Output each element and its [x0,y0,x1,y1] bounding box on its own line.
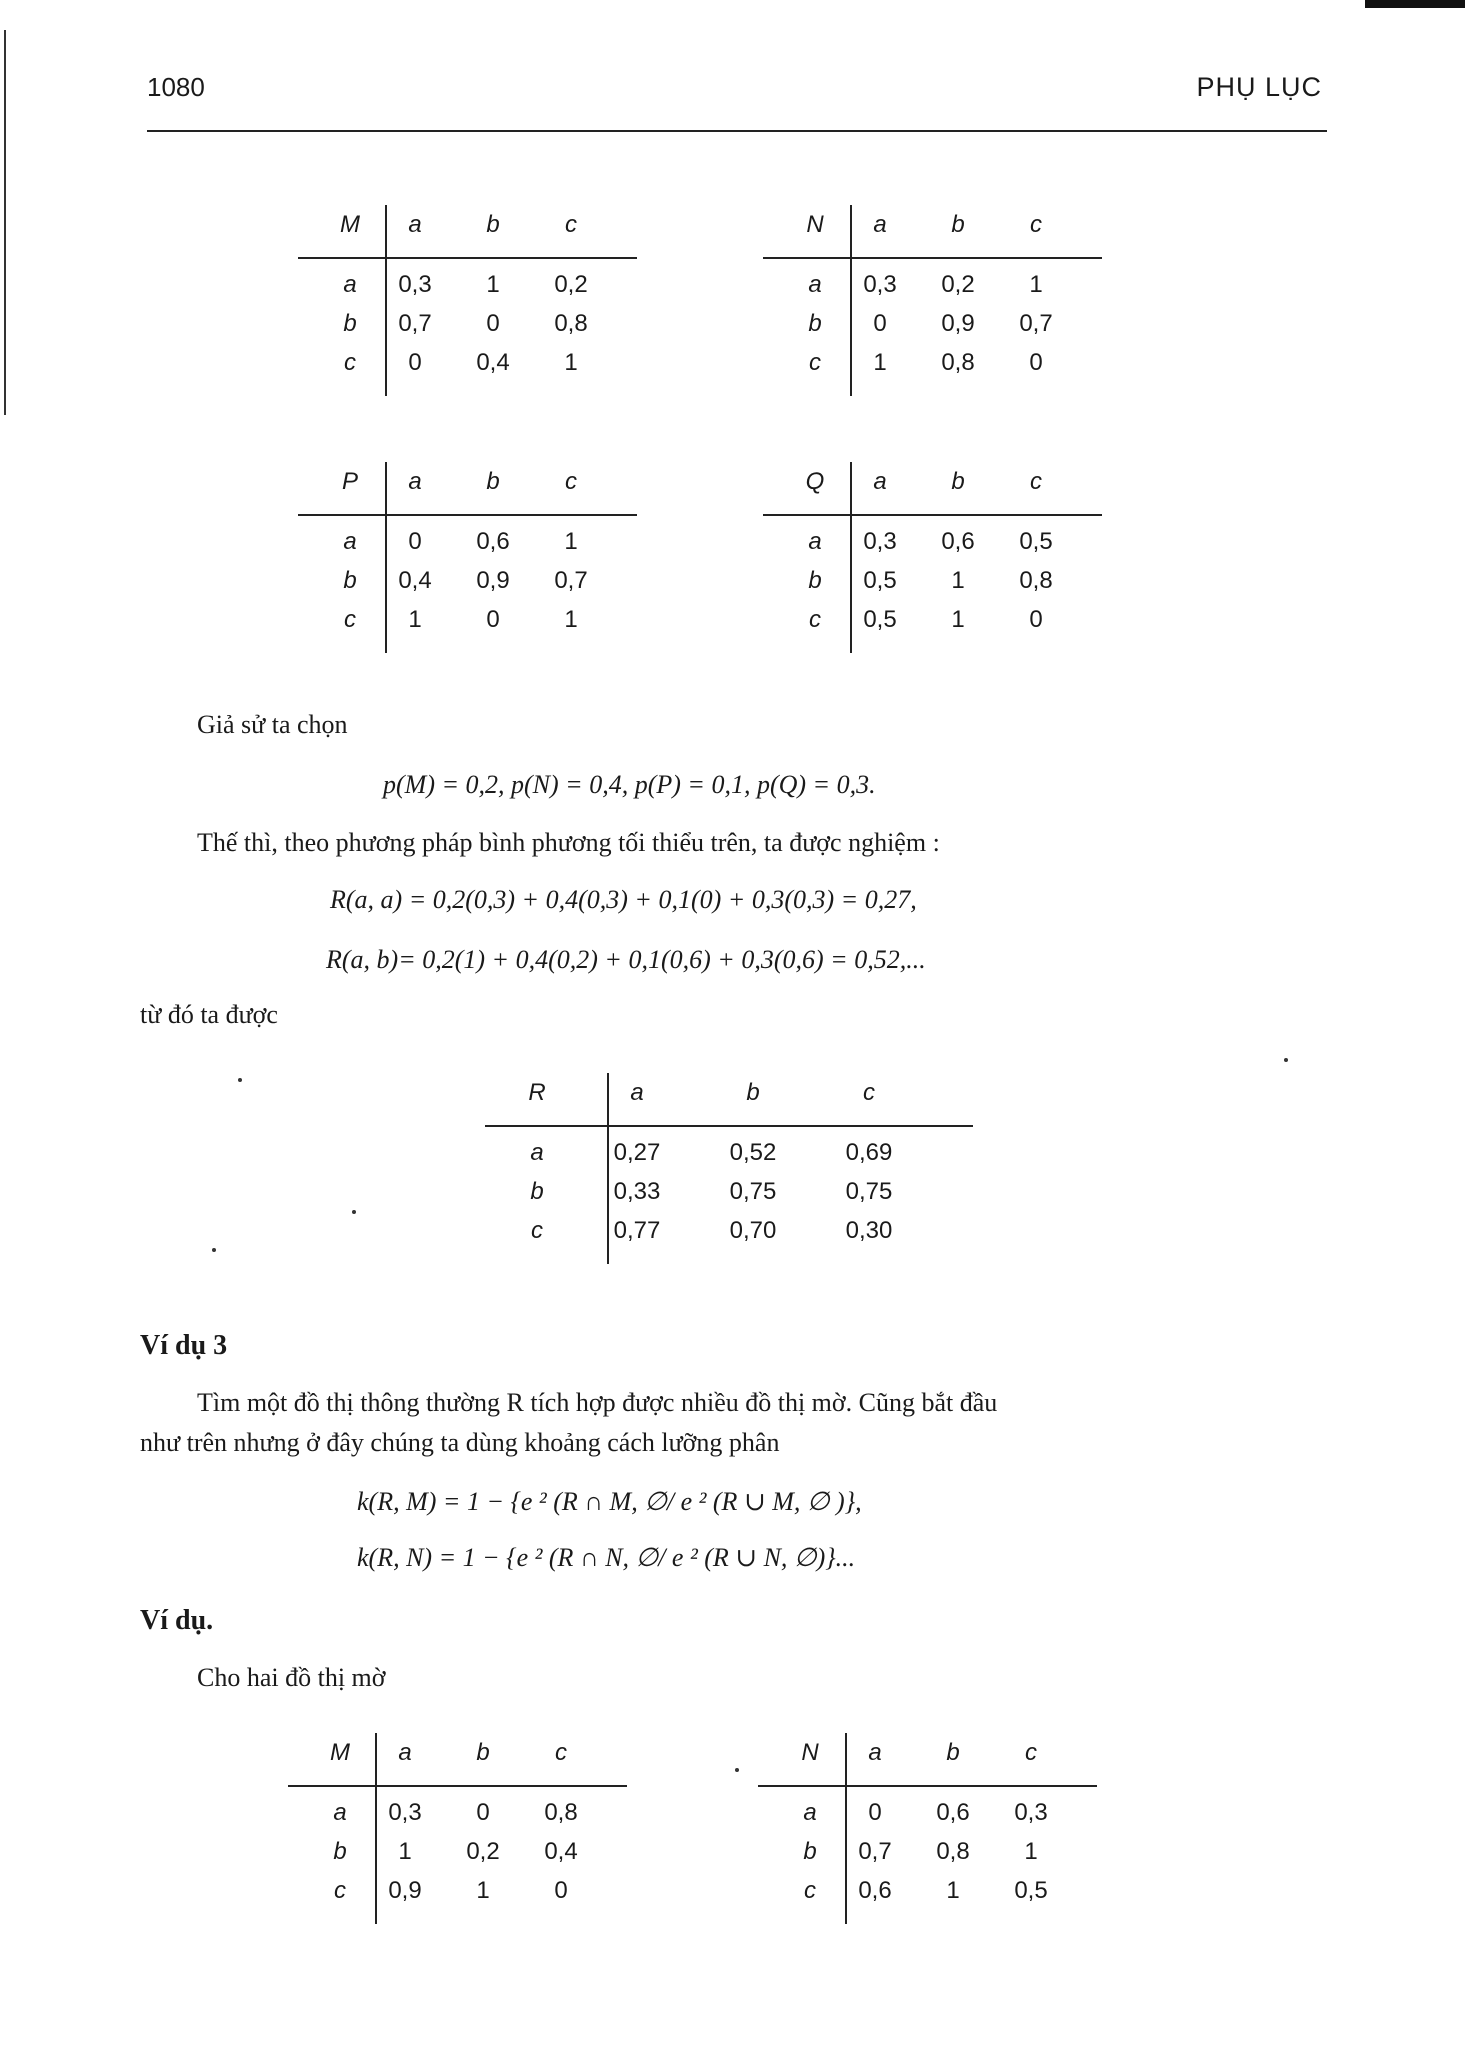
table-cell: 0,7 [398,310,432,337]
table-cell: 0,4 [544,1838,578,1865]
table-cell: 0,8 [936,1838,970,1865]
table-cell: 1 [951,606,965,633]
row-header: a [803,1799,817,1826]
table-cell: 0,5 [1019,528,1053,555]
table-cell: 0,2 [941,271,975,298]
table-cell: 0,9 [941,310,975,337]
table-cell: 0,69 [845,1139,893,1166]
column-header: a [408,468,422,495]
row-header: b [808,567,822,594]
table-cell: 0,6 [476,528,510,555]
table-cell: 0,2 [466,1838,500,1865]
column-header: b [486,468,500,495]
table-corner-label: N [801,1739,819,1766]
table-corner-label: M [330,1739,350,1766]
table-cell: 0,6 [941,528,975,555]
table-cell: 1 [1024,1838,1038,1865]
table-cell: 0,6 [936,1799,970,1826]
table-cell: 0,7 [858,1838,892,1865]
table-vertical-rule [385,205,387,396]
table-corner-label: M [340,211,360,238]
table-cell: 0,5 [863,567,897,594]
row-header: b [333,1838,347,1865]
column-header: b [946,1739,960,1766]
table-cell: 1 [398,1838,412,1865]
method-text: Thế thì, theo phương pháp bình phương tối thiểu trên, ta được nghiệm : [197,828,940,857]
probability-formula: p(M) = 0,2, p(N) = 0,4, p(P) = 0,1, p(Q) = 0,3. [383,770,876,799]
row-header: a [808,271,822,298]
row-header: a [343,271,357,298]
table-cell: 0 [486,606,500,633]
row-header: b [343,567,357,594]
header-rule [147,130,1327,132]
scan-speck [212,1248,216,1252]
table-cell: 0 [486,310,500,337]
row-header: b [343,310,357,337]
result-text: từ đó ta được [140,1000,278,1029]
table-cell: 1 [564,606,578,633]
table-cell: 0,5 [863,606,897,633]
table-vertical-rule [850,462,852,653]
column-header: c [1030,211,1042,238]
example-3-line-1: Tìm một đồ thị thông thường R tích hợp được nhiều đồ thị mờ. Cũng bắt đầu [197,1388,998,1417]
column-header: a [873,211,887,238]
table-cell: 1 [951,567,965,594]
table-corner-label: N [806,211,824,238]
table-cell: 0 [873,310,887,337]
table-cell: 1 [476,1877,490,1904]
scan-speck [238,1078,242,1082]
table-horizontal-rule [758,1785,1097,1787]
table-cell: 0,77 [613,1217,661,1244]
table-horizontal-rule [485,1125,973,1127]
formula-rab: R(a, b)= 0,2(1) + 0,4(0,2) + 0,1(0,6) + 0,3(0,6) = 0,52,... [326,945,926,974]
column-header: b [951,211,965,238]
table-cell: 0,6 [858,1877,892,1904]
column-header: c [565,468,577,495]
table-cell: 0,8 [544,1799,578,1826]
table-cell: 0,5 [1014,1877,1048,1904]
table-cell: 0,3 [398,271,432,298]
table-cell: 0,9 [476,567,510,594]
table-cell: 1 [873,349,887,376]
table-cell: 0,52 [729,1139,777,1166]
row-header: a [343,528,357,555]
corner-mark [1365,0,1465,8]
column-header: b [951,468,965,495]
intro-text: Giả sử ta chọn [197,710,348,739]
table-cell: 0,8 [1019,567,1053,594]
table-cell: 0 [868,1799,882,1826]
table-cell: 0,3 [1014,1799,1048,1826]
table-cell: 0,8 [941,349,975,376]
row-header: c [531,1217,543,1244]
table-cell: 1 [408,606,422,633]
example-3-line-2: như trên nhưng ở đây chúng ta dùng khoảng cách lưỡng phân [140,1428,780,1457]
table-horizontal-rule [288,1785,627,1787]
scan-speck [735,1768,739,1772]
row-header: c [344,349,356,376]
table-horizontal-rule [763,257,1102,259]
table-cell: 0 [408,528,422,555]
table-cell: 0 [408,349,422,376]
row-header: b [808,310,822,337]
column-header: c [555,1739,567,1766]
table-horizontal-rule [298,514,637,516]
column-header: b [486,211,500,238]
table-cell: 0 [1029,606,1043,633]
formula-k-R-N: k(R, N) = 1 − {e ² (R ∩ N, ∅/ e ² (R ∪ N, ∅)}... [357,1543,856,1572]
table-cell: 1 [946,1877,960,1904]
example-3-heading: Ví dụ 3 [140,1330,228,1361]
table-vertical-rule [375,1733,377,1924]
table-cell: 0,30 [845,1217,893,1244]
table-cell: 0 [1029,349,1043,376]
table-vertical-rule [845,1733,847,1924]
table-cell: 0,9 [388,1877,422,1904]
row-header: c [809,349,821,376]
column-header: b [476,1739,490,1766]
formula-k-R-M: k(R, M) = 1 − {e ² (R ∩ M, ∅/ e ² (R ∪ M, ∅ )}, [357,1487,862,1516]
example-heading: Ví dụ. [140,1605,214,1636]
column-header: c [565,211,577,238]
column-header: c [1025,1739,1037,1766]
row-header: b [803,1838,817,1865]
table-cell: 0 [476,1799,490,1826]
table-cell: 0,7 [1019,310,1053,337]
table-cell: 0,4 [398,567,432,594]
table-vertical-rule [607,1073,609,1264]
column-header: c [863,1079,875,1106]
table-cell: 0,3 [388,1799,422,1826]
table-horizontal-rule [298,257,637,259]
table-cell: 1 [564,349,578,376]
column-header: b [746,1079,760,1106]
table-horizontal-rule [763,514,1102,516]
table-cell: 0,70 [729,1217,777,1244]
table-cell: 0,27 [613,1139,661,1166]
column-header: a [873,468,887,495]
table-cell: 0,3 [863,528,897,555]
column-header: c [1030,468,1042,495]
column-header: a [398,1739,412,1766]
table-cell: 0,75 [729,1178,777,1205]
scan-speck [1284,1058,1288,1062]
table-corner-label: P [341,468,358,495]
section-title: PHỤ LỤC [1196,72,1322,102]
table-cell: 0,4 [476,349,510,376]
column-header: a [868,1739,882,1766]
table-cell: 0 [554,1877,568,1904]
table-cell: 1 [486,271,500,298]
table-cell: 1 [564,528,578,555]
scan-speck [352,1210,356,1214]
row-header: a [530,1139,544,1166]
column-header: a [408,211,422,238]
binding-line [4,30,6,415]
table-cell: 0,2 [554,271,588,298]
table-cell: 0,8 [554,310,588,337]
row-header: a [333,1799,347,1826]
table-cell: 0,75 [845,1178,893,1205]
page-number: 1080 [147,72,205,102]
table-corner-label: R [528,1079,546,1106]
table-cell: 0,7 [554,567,588,594]
column-header: a [630,1079,644,1106]
row-header: c [809,606,821,633]
row-header: c [804,1877,816,1904]
row-header: b [530,1178,544,1205]
row-header: c [334,1877,346,1904]
table-vertical-rule [850,205,852,396]
table-cell: 1 [1029,271,1043,298]
formula-raa: R(a, a) = 0,2(0,3) + 0,4(0,3) + 0,1(0) + 0,3(0,3) = 0,27, [330,885,917,914]
table-vertical-rule [385,462,387,653]
table-cell: 0,3 [863,271,897,298]
row-header: a [808,528,822,555]
table-cell: 0,33 [613,1178,661,1205]
given-text: Cho hai đồ thị mờ [197,1663,386,1692]
row-header: c [344,606,356,633]
table-corner-label: Q [805,468,825,495]
